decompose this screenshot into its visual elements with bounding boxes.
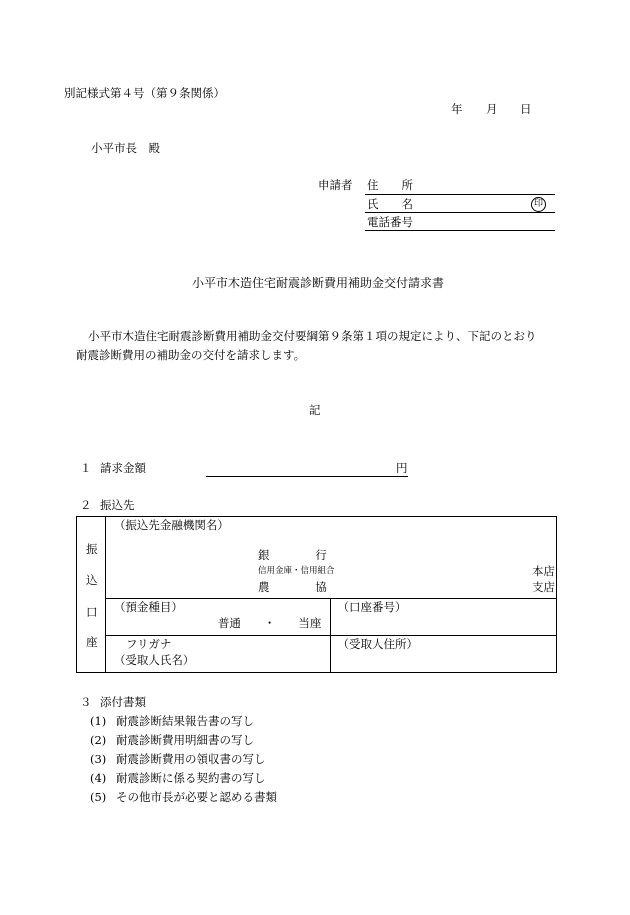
bank-type-shinkin: 信用金庫・信用組合 xyxy=(257,566,335,576)
item1-number: １ xyxy=(80,461,92,475)
applicant-label: 申請者 xyxy=(318,178,353,192)
recipient-name-cell[interactable] xyxy=(105,636,331,673)
branch-type-sub: 支店 xyxy=(531,580,555,594)
bank-type-nokyo: 農 協 xyxy=(257,580,327,594)
date-month: 月 xyxy=(486,102,498,116)
doc-text: 耐震診断費用の領収書の写し xyxy=(116,752,266,766)
deposit-options: 普通 ・ 当座 xyxy=(217,616,322,630)
bank-name-cell[interactable] xyxy=(105,517,556,599)
applicant-address-label: 住 所 xyxy=(367,178,413,192)
doc-text: 耐震診断に係る契約書の写し xyxy=(116,771,266,785)
date-year: 年 xyxy=(451,102,463,116)
deposit-type-label: （預金種目） xyxy=(113,600,183,614)
item1-label: 請求金額 xyxy=(100,461,146,475)
branch-type-main: 本店 xyxy=(531,564,555,578)
furigana-label: フリガナ xyxy=(125,637,172,651)
deposit-type-cell[interactable] xyxy=(105,599,331,636)
body-text-line1: 小平市木造住宅耐震診断費用補助金交付要綱第９条第１項の規定により、下記のとおり xyxy=(88,329,537,343)
doc-text: その他市長が必要と認める書類 xyxy=(116,790,277,804)
doc-number: (2) xyxy=(90,733,107,747)
applicant-name-label: 氏 名 xyxy=(367,197,413,211)
form-label: 別記様式第４号（第９条関係） xyxy=(64,86,225,100)
amount-unit: 円 xyxy=(396,461,408,475)
recipient-address-label: （受取人住所） xyxy=(337,637,418,651)
amount-underline xyxy=(206,476,408,477)
document-title: 小平市木造住宅耐震診断費用補助金交付請求書 xyxy=(192,276,445,290)
applicant-phone-label: 電話番号 xyxy=(367,215,413,229)
bank-name-label: （振込先金融機関名） xyxy=(113,518,229,532)
name-underline xyxy=(365,212,555,213)
doc-number: (5) xyxy=(90,790,107,804)
account-number-cell[interactable] xyxy=(331,599,557,636)
address-underline xyxy=(365,194,555,195)
doc-number: (1) xyxy=(90,714,107,728)
item3-number: ３ xyxy=(80,695,92,709)
ki-marker: 記 xyxy=(309,403,321,417)
addressee: 小平市長 殿 xyxy=(91,141,160,155)
doc-number: (4) xyxy=(90,771,107,785)
account-number-label: （口座番号） xyxy=(337,600,407,614)
doc-number: (3) xyxy=(90,752,107,766)
bank-transfer-table xyxy=(76,516,557,673)
body-text-line2: 耐震診断費用の補助金の交付を請求します。 xyxy=(76,348,306,362)
account-side-label: 振 込 口 座 xyxy=(77,517,106,673)
phone-underline xyxy=(365,230,555,231)
item2-label: 振込先 xyxy=(100,498,135,512)
item2-number: ２ xyxy=(80,498,92,512)
bank-type-bank: 銀 行 xyxy=(257,548,327,562)
doc-text: 耐震診断費用明細書の写し xyxy=(116,733,254,747)
doc-text: 耐震診断結果報告書の写し xyxy=(116,714,254,728)
seal-icon: 印 xyxy=(531,197,546,212)
recipient-name-label: （受取人氏名） xyxy=(113,653,195,667)
item3-label: 添付書類 xyxy=(100,695,146,709)
date-day: 日 xyxy=(520,102,532,116)
recipient-address-cell[interactable] xyxy=(331,636,557,673)
